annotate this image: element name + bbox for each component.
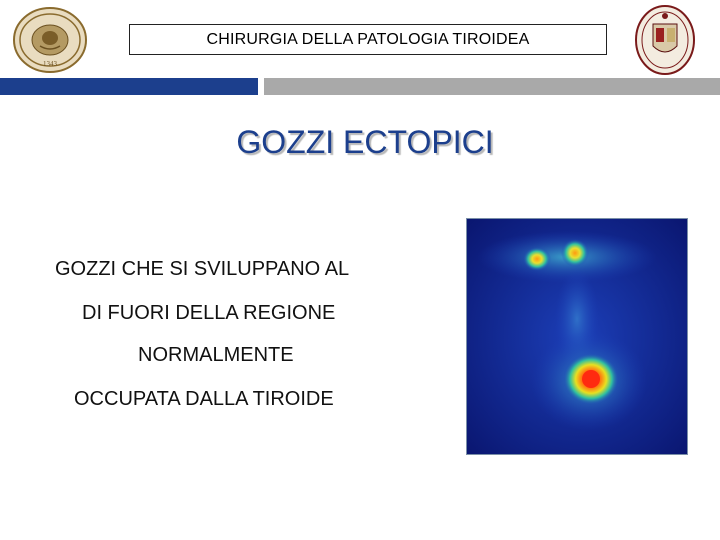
body-line-1: GOZZI CHE SI SVILUPPANO AL	[55, 258, 350, 280]
header-title: CHIRURGIA DELLA PATOLOGIA TIROIDEA	[129, 24, 607, 55]
body-line-3: NORMALMENTE	[138, 344, 294, 366]
body-line-4: OCCUPATA DALLA TIROIDE	[74, 388, 334, 410]
seal-year-text: 1343	[43, 60, 57, 68]
body-line-2: DI FUORI DELLA REGIONE	[82, 302, 336, 324]
header-divider-blue	[0, 78, 258, 95]
thyroid-scintigraphy-image	[466, 218, 688, 455]
university-seal-icon	[12, 6, 88, 74]
header-divider-gray	[264, 78, 720, 95]
university-crest-icon	[634, 4, 696, 76]
slide-title: GOZZI ECTOPICI	[236, 124, 494, 160]
